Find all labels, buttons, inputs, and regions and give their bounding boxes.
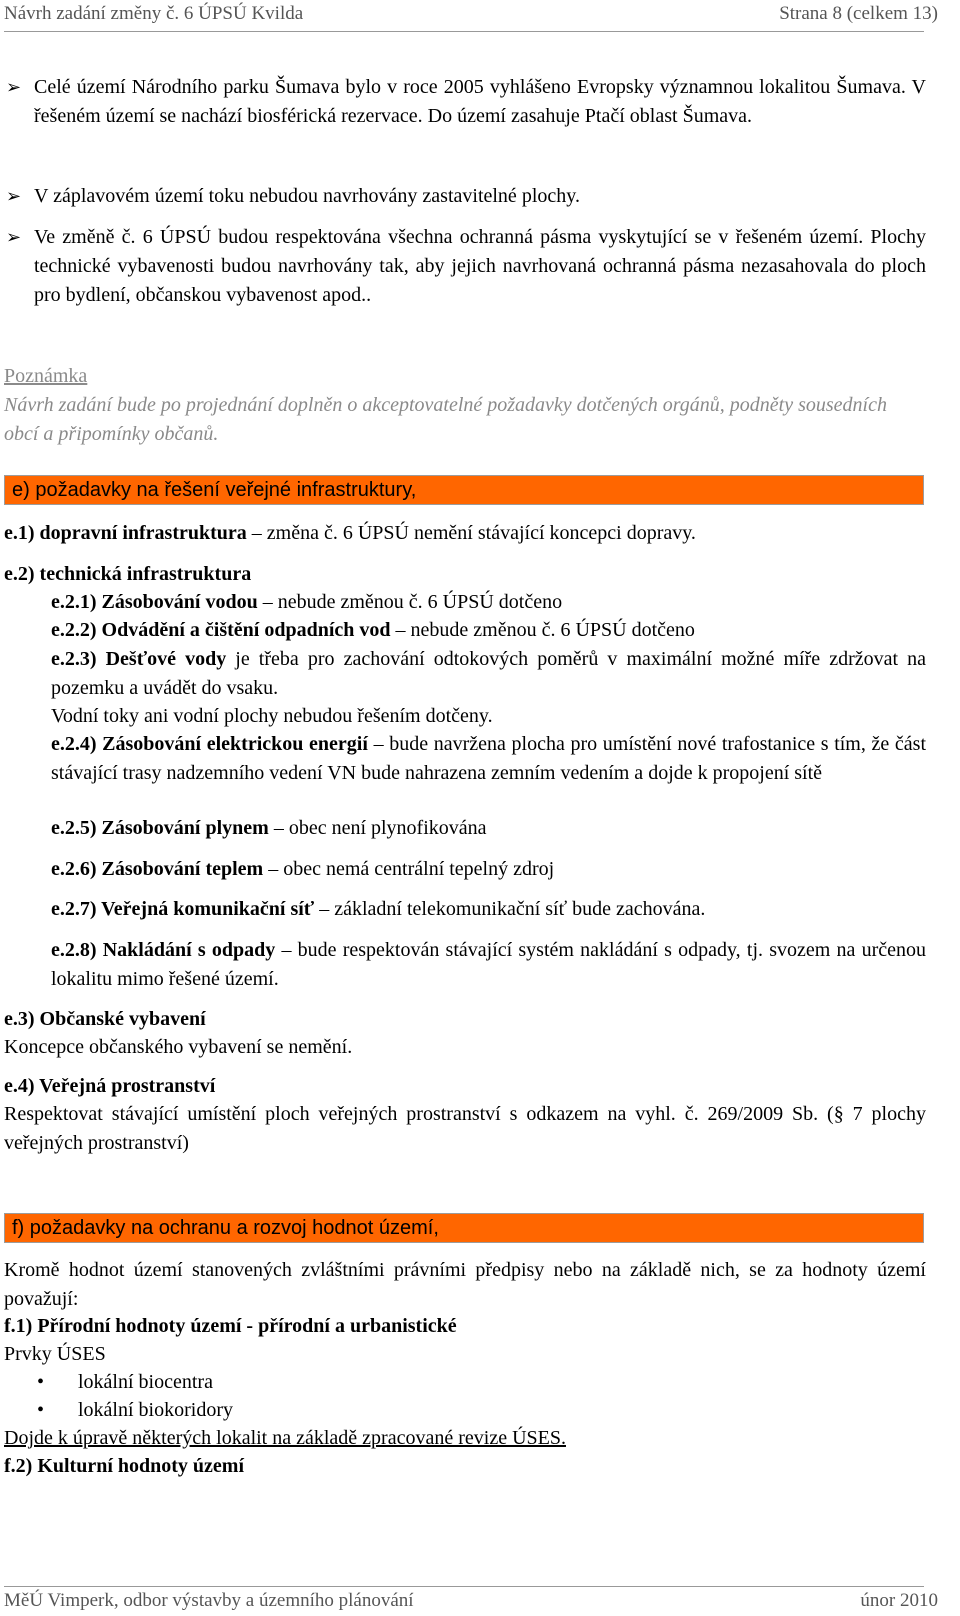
e4-text: Respektovat stávající umístění ploch veřejných prostranství s odkazem na vyhl. č. 269/2009 Sb. (§ 7 plochy veřejných prostranství) [4,1103,926,1154]
f1-title: f.1) Přírodní hodnoty území - přírodní a urbanistické [4,1315,457,1337]
arrow-bullet-icon: ➢ [6,186,22,207]
f-intro: Kromě hodnot území stanovených zvláštními právními předpisy nebo na základě nich, se za hodnoty území považují: [4,1259,926,1310]
e3-heading [4,1005,926,1034]
e25-text: – obec není plynofikována [268,817,487,839]
e21-line [51,588,926,617]
e22-text: – nebude změnou č. 6 ÚPSÚ dotčeno [390,619,695,641]
footer-office: MěÚ Vimperk, odbor výstavby a územního plánování [4,1590,414,1611]
note-block [4,362,924,449]
bullet-item [6,223,926,310]
e1-title: e.1) dopravní infrastruktura [4,522,247,544]
e23-text: je třeba pro zachování odtokových poměrů v maximální možné míře zdržovat na pozemku a uvádět do vsaku. [51,648,926,699]
section-f-title: f) požadavky na ochranu a rozvoj hodnot území, [12,1217,439,1239]
section-f-heading [4,1213,924,1243]
e24-text: – bude navržena plocha pro umístění nové trafostanice s tím, že část stávající trasy nadzemního vedení VN bude nahrazena zemním vedením a dojde k propojení sítě [51,733,926,784]
e2-heading [4,560,926,589]
e26-title: e.2.6) Zásobování teplem [51,858,264,880]
e2-title: e.2) technická infrastruktura [4,563,252,585]
revision-text: Dojde k úpravě některých lokalit na základě zpracované revize ÚSES. [4,1427,566,1449]
arrow-bullet-icon: ➢ [6,77,22,98]
list-item: lokální biokoridory [78,1399,233,1421]
e23-paragraph [51,645,926,703]
f2-title: f.2) Kulturní hodnoty území [4,1455,245,1477]
footer-date: únor 2010 [860,1590,938,1611]
e27-title: e.2.7) Veřejná komunikační síť [51,898,315,920]
uses-label: Prvky ÚSES [4,1343,106,1365]
note-title: Poznámka [4,365,88,387]
e24-title: e.2.4) Zásobování elektrickou energií [51,733,368,755]
bullet-text: Celé území Národního parku Šumava bylo v roce 2005 vyhlášeno Evropsky významnou lokalitou Šumava. V řešeném území se nachází biosférická rezervace. Do území zasahuje Ptačí oblast Šumava. [34,76,926,127]
e22-title: e.2.2) Odvádění a čištění odpadních vod [51,619,391,641]
e26-text: – obec nemá centrální tepelný zdroj [263,858,555,880]
e27-line [51,895,926,924]
e25-title: e.2.5) Zásobování plynem [51,817,269,839]
header-title: Návrh zadání změny č. 6 ÚPSÚ Kvilda [4,3,304,24]
e22-line [51,616,926,645]
bullet-dot-icon: • [37,1399,45,1421]
list-item: lokální biocentra [78,1371,213,1393]
e28-title: e.2.8) Nakládání s odpady [51,939,276,961]
e23-text2: Vodní toky ani vodní plochy nebudou řešením dotčeny. [51,705,493,727]
arrow-bullet-icon: ➢ [6,227,22,248]
e28-paragraph [51,936,926,994]
bullet-item [6,73,926,131]
bullet-text: Ve změně č. 6 ÚPSÚ budou respektována všechna ochranná pásma vyskytující se v řešeném území. Plochy technické vybavenosti budou navrhovány tak, aby jejich navrhovaná ochranná pásma nezasahovala do ploch pro bydlení, občanskou vybavenost apod.. [34,226,926,306]
page-number: Strana 8 (celkem 13) [779,3,938,24]
e28-text: – bude respektován stávající systém nakládání s odpady, tj. svozem na určenou lokalitu mimo řešené území. [51,939,926,990]
e23-line2 [51,702,926,731]
e1-text: – změna č. 6 ÚPSÚ nemění stávající koncepci dopravy. [246,522,696,544]
e27-text: – základní telekomunikační síť bude zachována. [314,898,706,920]
f1-heading [4,1312,926,1341]
section-e-title: e) požadavky na řešení veřejné infrastruktury, [12,479,417,501]
e24-paragraph [51,730,926,788]
header-rule [4,31,924,32]
e21-text: – nebude změnou č. 6 ÚPSÚ dotčeno [257,591,563,613]
f2-heading [4,1452,926,1481]
e4-title: e.4) Veřejná prostranství [4,1075,216,1097]
e1-line [4,519,926,548]
footer-rule [4,1586,924,1587]
e21-title: e.2.1) Zásobování vodou [51,591,258,613]
e3-text: Koncepce občanského vybavení se nemění. [4,1036,353,1058]
bullet-item [6,182,926,211]
e4-heading [4,1072,926,1101]
bullet-dot-icon: • [37,1371,45,1393]
revision-note [4,1424,926,1453]
note-text: Návrh zadání bude po projednání doplněn o akceptovatelné požadavky dotčených orgánů, podněty sousedních obcí a připomínky občanů. [4,394,887,445]
page-footer [4,1590,938,1612]
page-header [4,3,938,25]
bullet-text: V záplavovém území toku nebudou navrhovány zastavitelné plochy. [34,185,580,207]
e26-line [51,855,926,884]
e23-title: e.2.3) Dešťové vody [51,648,227,670]
section-e-heading [4,475,924,505]
e25-line [51,814,926,843]
e3-title: e.3) Občanské vybavení [4,1008,206,1030]
